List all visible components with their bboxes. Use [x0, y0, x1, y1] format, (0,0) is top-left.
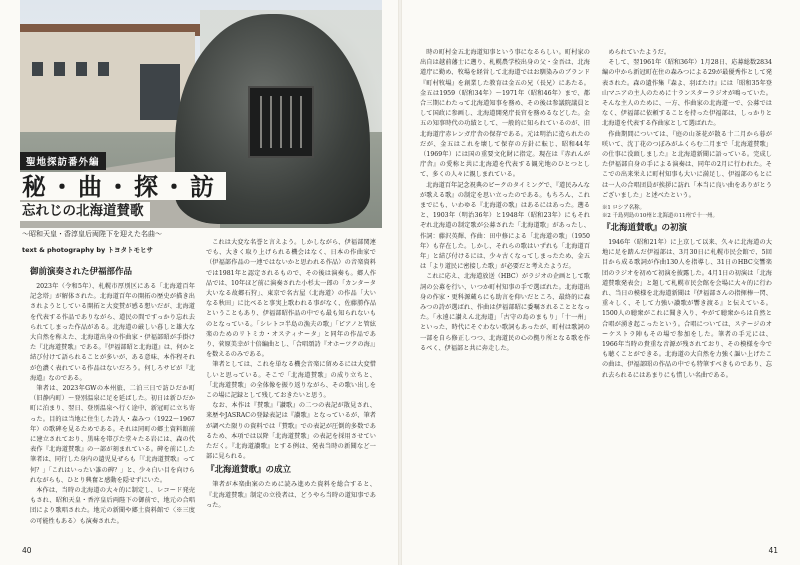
right-page: [400, 0, 800, 565]
footnote: ※2 千島列島の10州と北海道の11州で十一州。: [602, 213, 718, 220]
paragraph: められていたようだ。: [608, 49, 671, 56]
paragraph: 2023年（令和5年）、札幌市厚別区にある「北海道百年記念塔」が解体された。北海道百年の開拓の歴史が描き出されようとしている開拓と大変賛が感る想いだが、北海道を代表する作品でありながら、道民の間ですっかり忘れ去られてしまった作品がある。北海道の厳しい暮しと雄大な大自然を称えた、北海道出身の作曲家・伊福部昭が手掛けた『北海道賛歌』である。『伊福部昭と北海道』は、何かと結び付けて語られることが多いが、ある意味、本作程それが色濃く表れている作品はないだろう。何しろサビが『北海道』なのである。: [30, 283, 195, 382]
section-heading: 『北海道賛歌』の初演: [602, 223, 688, 234]
paragraph: 北海道百年記念祝典のピークのタイミングで、『道民みんなが歌える歌』の制定を思い立ったのである。もちろん、これまでにも、いわゆる『北海道の歌』はあるにはあった。遡ると、1903年（明治36年）と1948年（昭和23年）にもそれぞれ北海道の制定歌が公募された「北海道歌」があったし、作詞：藤沢英輝、作曲：田中修による「北海道の歌」（1950年）も存在した。しかし、それらの歌はいずれも「北海道百年」と結び付けるには、少々古くなってしまったため、金五は「より道民に密接した歌」が必要だと考えたようだ。: [420, 181, 590, 271]
left-column-1: [30, 264, 195, 554]
paragraph: これは大変な名誉と言えよう。しかしながら、伊福部関連でも、大きく取り上げられる機会はなく、日本の作曲家で（伊福部作品の一連ではないかと思われる作品）の音楽資料では1981年と認定されるもので、その後は演奏も。郷人作品では、10年ほど前に演奏された小杉太一郎の「カンタータ大いなる故郷石狩」、東京で名古屋（北海道）の作品「大いなる秋田」に比べると事実上歌われる事がなく、佐藤勝作品ということもあり、伊福部昭作品の中でも最も知られないものとなっている。「シレトコ半島の漁夫の歌」「ピアノと管絃楽のためのリトミカ・オスティナータ」と同年の作品であり、菅原美幸が十倍編曲とし、「合唱頌詩『オホーツクの海』」を数えるのみである。: [206, 239, 376, 359]
window: [54, 62, 65, 76]
window: [32, 62, 43, 76]
paragraph: 筆者は、2023年GWの本州旅、二泊三日で訪ひだか町（旧静内町）〜登別温泉に足を延ばした。初日は新ひだか町に泊まり、翌日、登別温泉へ行く途中、新冠町に立ち寄った。目的は当地に住生した詩人・森みつ（1922〜1967年）の歌碑を見るためである。それは同町の郷土資料館前に建立されており、黒味を帯びた堂々たる岩には、森の代表作『北海道賛歌』の一部が刻まれている。碑を前にした筆者は、同行した身内の遺児見ぜらも「『北海道賛歌』って何？」「これはいったい誰の碑？」と、少々白い目を向けられながらも、ひとり興奮と感動を隠せずにいた。: [30, 385, 195, 484]
left-column-2: [206, 238, 376, 554]
page-number: 41: [768, 546, 778, 555]
right-column-1: [420, 48, 590, 548]
inscription-plaque: [248, 86, 314, 158]
right-column-2: [602, 48, 772, 548]
paragraph: 筆者としては、これを単なる機会音楽に留めるには大変惜しいと思っている。そこで「北海道賛歌」の成り立ちと、「北海道賛歌」の全体像を振り返りながら、その歌い出しをこの場に記録として残しておきたいと思う。: [206, 361, 376, 400]
paragraph: これに応え、北海道放送（HBC）がラジオの企画として歌詞の公募を行い、いつか町村知事の手で選ばれた。北海道出身の作家・更科源蔵らにも助言を仰いだところ、最終的に森みつの詩が選ばれ、作曲は伊福部昭に委嘱されることとなった。「永遠に讃えん北海道」「古守の島のまもり」「十一州」といった、時代にそぐわない歌詞もあったが、町村は歌詞の一部を自ら修正しつつ、北海道民の心の拠り所となる歌を作るべく、伊福部と共に奔走した。: [420, 273, 590, 352]
section-heading: 御前演奏された伊福部作品: [30, 267, 133, 277]
paragraph: 筆者が本楽曲案のために読み進めた資料を総合すると、『北海道賛歌』制定の立役者は、どうやら当時の道知事であった。: [206, 481, 376, 509]
paragraph: そして、翌1961年（昭和36年）1月28日、応募総数2834編の中から新冠町在住の森みつによる29が最優秀作として発表された。森の遺作集『森よ、羽ばたけ』には「昭和35年登山マニアの主人のために十ランスターラジオが鳴っていた。そんな主人のために、一方、作曲家の北海道一で、公募ではなく、伊福部に依頼することを持った伊福部は、しっかりと北海道を代表する作曲家として選ばれた。: [602, 59, 772, 128]
paragraph: 1946年（昭和21年）に上京して以来、久々に北海道の大地に足を踏んだ伊福部は、3月30日に札幌市民会館で、5回目から成る歌詞が作曲130人を指導し、31日のHBC交響楽団のラジオを初めて初演を披露した。4月1日の初演は「北海道賛歌発表会」と題して札幌市民会館を会場に大々的に行われ、当日の模様を北海道新聞は『伊福部さんの指揮棒一閃、重々しく、そして力強い讃歌が響き渡る』と伝えている。1500人の聴衆がこれに聞き入り、やがて聴衆からは自然と合唱が湧き起こったという。合唱については、ステージのオーケストラ陣もその場で参加をした。筆者の手元には、1966年当時の貴重な音源が残されており、その模様を今でも聴くことができる。北海道の大自然を力強く謳い上げたこの曲は、伊福部昭の作品の中でも特筆すべきものであり、忘れ去られるにはあまりにも惜しい名曲である。: [602, 239, 772, 379]
main-title: 秘・曲・探・訪: [20, 172, 226, 200]
footnote: ※1 ロシア名称。: [602, 205, 645, 212]
tagline: 〜昭和天皇・香淳皇后両陛下を迎えた名曲〜: [20, 229, 166, 241]
window: [76, 62, 87, 76]
series-tag: 聖地探訪番外編: [20, 152, 106, 170]
paragraph: 時の町村金五北海道知事という事になるらしい。町村家の出自は越前藩士に遡り、札幌農学校出身の父・金吾は、北海道庁に勤め、牧場を経営して北海道ではお馴染みのブランド『町村牧場』を創業した教育は金五の兄（長兄）にあたる。金五は1959（昭和34年）〜1971年（昭和46年）まで、都合三期にわたって北海道知事を務め、その後は参議院議員として国政に参画し、北海道開発庁長官を務めるなどした。金五の知事時代の功績として、一般的に知られているのが、旧北海道庁赤レンガ庁舎の保存である。元は明治に造られたのだが、金五はこれを壊して保存の方針に転じ、昭和44年（1969年）には国の重要文化財に指定。現在は『赤れんが庁舎』の愛称と共に北海道を代表する観光地のひとつとして、多くの人々に親しまれている。: [420, 49, 590, 179]
footnotes: [602, 204, 772, 220]
entrance: [140, 64, 180, 120]
page-number: 40: [22, 546, 32, 555]
paragraph: 本作は、当時の北海道の大々的に制定し、レコード発売もされ、昭和天皇・香淳皇后両陛下の御前で、地元の合唱団により歌唱された。地元の新聞や郷土資料館で〈※三度の可能性もある〉も演奏された。: [30, 487, 195, 525]
title-block: [20, 150, 244, 254]
window: [98, 62, 109, 76]
paragraph: 作曲期間については、『庭の山茶花が散る十二月から暮が咲いて、沈丁花のつぼみがふくらむ二月まで「北海道賛歌」の仕事に没頭しました』と北海道新聞に語っている。完成した伊福部自身の手による演奏は、同年の2月に行われた。そこでの出来栄えに町村知事も大いに満足し、伊福部のもとには一人の合唱団員が挨拶に訪れ「本当に良い曲をありがとうございました」と述べたという。: [602, 130, 772, 199]
section-heading: 『北海道賛歌』の成立: [206, 465, 292, 476]
subtitle: 忘れじの北海道賛歌: [20, 202, 150, 220]
credit: text & photography by トヨタトモヒサ: [22, 245, 154, 254]
paragraph: なお、本作は『賛歌』『讃歌』の二つの表記が散見され、来歴やJASRACの登録表記は『讃歌』となっているが、筆者が調べた限りの資料では『賛歌』での表記が圧倒的多数であるため、本項では以降「北海道賛歌」の表記を採用させていただく。『北海道讃歌』とする例は、発表当時の新聞など一部に見られる。: [206, 402, 376, 461]
